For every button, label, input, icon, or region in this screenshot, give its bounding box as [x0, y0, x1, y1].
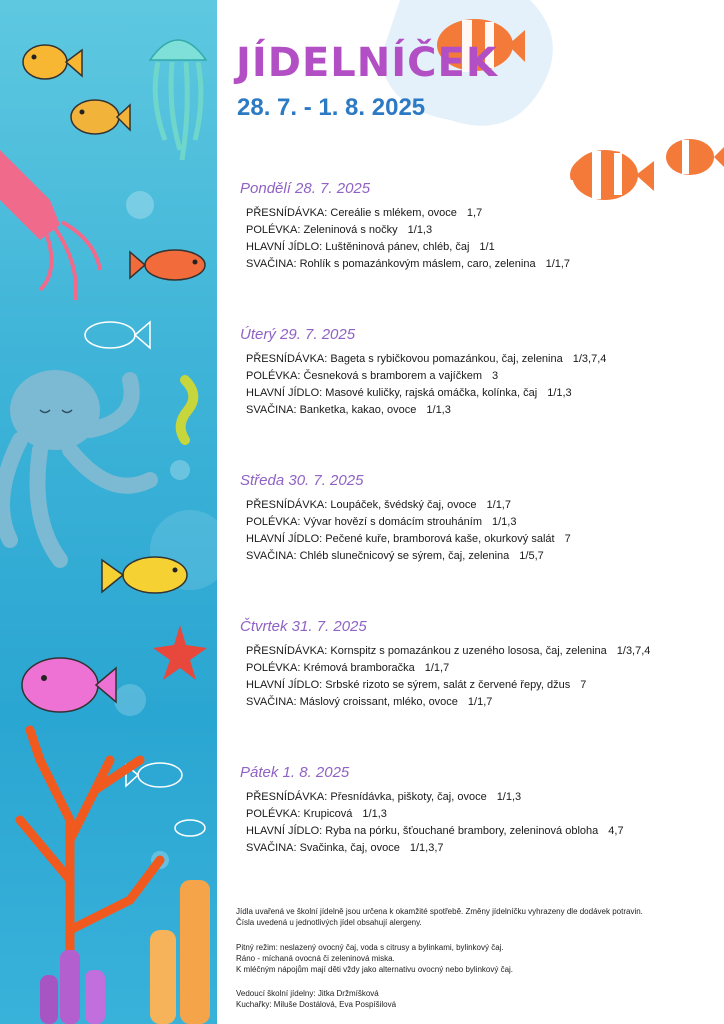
octopus-icon [2, 370, 150, 560]
meal-line [240, 256, 710, 273]
meal-label: HLAVNÍ JÍDLO: [246, 679, 323, 691]
meal-text: Chléb slunečnicový se sýrem, čaj, zelenina [296, 550, 510, 562]
allergens: 1/5,7 [519, 550, 544, 562]
allergens: 1/1,3,7 [409, 842, 444, 854]
meal-line [240, 205, 710, 222]
allergens: 1/1,7 [424, 662, 450, 674]
meal-label: PŘESNÍDÁVKA: [246, 499, 328, 511]
meal-text: Masové kuličky, rajská omáčka, kolínka, čaj [322, 387, 538, 399]
meal-line [240, 643, 710, 660]
drinking-regime [236, 942, 716, 975]
meal-line [240, 806, 710, 823]
yellow-fish-icon [71, 100, 130, 134]
meal-text: Banketka, kakao, ovoce [296, 404, 417, 416]
page-title: JÍDELNÍČEK [236, 40, 498, 86]
day-block-friday [240, 764, 710, 857]
day-heading: Pondělí 28. 7. 2025 [240, 180, 371, 197]
day-heading: Středa 30. 7. 2025 [240, 472, 364, 489]
outline-fish-icon [85, 322, 150, 348]
meal-line [240, 840, 710, 857]
kitchen-head: Vedoucí školní jídelny: Jitka Držmíšková [236, 989, 379, 998]
meal-line [240, 239, 710, 256]
meal-label: SVAČINA: [246, 696, 297, 708]
allergens: 1/1,3 [547, 387, 572, 399]
meal-text: Zeleninová s nočky [300, 224, 398, 236]
meal-line [240, 385, 710, 402]
meal-line [240, 694, 710, 711]
orange-fish-icon [130, 250, 205, 280]
meal-text: Česneková s bramborem a vajíčkem [300, 370, 482, 382]
allergens: 7 [564, 533, 571, 545]
outline-fish-icon [126, 763, 205, 836]
meal-line [240, 222, 710, 239]
allergens: 1/1 [479, 241, 495, 253]
footer-note: Pitný režim: neslazený ovocný čaj, voda s citrusy a bylinkami, bylinkový čaj. [236, 943, 504, 952]
meal-text: Cereálie s mlékem, ovoce [327, 207, 457, 219]
meal-line [240, 823, 710, 840]
jellyfish-icon [150, 40, 206, 160]
meal-label: POLÉVKA: [246, 516, 301, 528]
date-range: 28. 7. - 1. 8. 2025 [237, 94, 426, 121]
meal-label: POLÉVKA: [246, 224, 301, 236]
pink-fish-icon [22, 658, 116, 712]
kitchen-cooks: Kuchařky: Miluše Dostálová, Eva Pospíšilová [236, 1000, 397, 1009]
meal-label: PŘESNÍDÁVKA: [246, 645, 328, 657]
bubble-icon [170, 460, 190, 480]
meal-text: Krupicová [300, 808, 353, 820]
meal-text: Vývar hovězí s domácím strouháním [300, 516, 482, 528]
meal-label: PŘESNÍDÁVKA: [246, 207, 328, 219]
meal-text: Přesnídávka, piškoty, čaj, ovoce [327, 791, 487, 803]
meal-text: Svačinka, čaj, ovoce [296, 842, 400, 854]
staff-credits [236, 988, 716, 1010]
meal-label: SVAČINA: [246, 550, 297, 562]
seahorse-icon [181, 380, 194, 440]
meal-label: POLÉVKA: [246, 662, 301, 674]
meal-text: Ryba na pórku, šťouchané brambory, zeleninová obloha [322, 825, 599, 837]
allergens: 1/1,7 [545, 258, 571, 270]
clownfish-icon [666, 139, 724, 175]
meal-label: HLAVNÍ JÍDLO: [246, 825, 323, 837]
meal-label: SVAČINA: [246, 842, 297, 854]
day-heading: Pátek 1. 8. 2025 [240, 764, 350, 781]
meal-text: Loupáček, švédský čaj, ovoce [327, 499, 477, 511]
meal-text: Rohlík s pomazánkovým máslem, caro, zelenina [296, 258, 536, 270]
meal-text: Kornspitz s pomazánkou z uzeného lososa, čaj, zelenina [327, 645, 607, 657]
allergens: 7 [580, 679, 587, 691]
allergens: 1/1,3 [426, 404, 451, 416]
meal-label: PŘESNÍDÁVKA: [246, 791, 328, 803]
footer-note: Čísla uvedená u jednotlivých jídel obsahují alergeny. [236, 918, 422, 927]
meal-line [240, 789, 710, 806]
allergens: 1/3,7,4 [616, 645, 651, 657]
meal-line [240, 548, 710, 565]
footer-note: K mléčným nápojům mají děti vždy jako alternativu ovocný nebo bylinkový čaj. [236, 965, 514, 974]
footer-note: Jídla uvařená ve školní jídelně jsou určena k okamžité spotřebě. Změny jídelníčku vyhrazeny dle dodávek potravin. [236, 907, 643, 916]
meal-line [240, 660, 710, 677]
meal-label: HLAVNÍ JÍDLO: [246, 533, 323, 545]
bubble-icon [114, 684, 146, 716]
meal-label: POLÉVKA: [246, 808, 301, 820]
meal-label: SVAČINA: [246, 404, 297, 416]
allergens: 1/1,3 [362, 808, 387, 820]
meal-text: Máslový croissant, mléko, ovoce [296, 696, 458, 708]
day-heading: Čtvrtek 31. 7. 2025 [240, 618, 367, 635]
footer-notes [236, 906, 716, 928]
allergens: 4,7 [608, 825, 624, 837]
yellow-fish-icon [23, 45, 82, 79]
meal-line [240, 514, 710, 531]
allergens: 1/1,7 [486, 499, 511, 511]
meal-line [240, 351, 710, 368]
meal-label: HLAVNÍ JÍDLO: [246, 387, 323, 399]
starfish-icon [153, 625, 207, 680]
squid-icon [0, 150, 100, 300]
day-block-tuesday [240, 326, 710, 419]
allergens: 1/1,3 [492, 516, 517, 528]
allergens: 3 [492, 370, 499, 382]
meal-label: POLÉVKA: [246, 370, 301, 382]
footer-note: Ráno - míchaná ovocná či zeleninová miska. [236, 954, 395, 963]
yellow-fish-icon [102, 557, 187, 593]
meal-text: Pečené kuře, bramborová kaše, okurkový salát [322, 533, 555, 545]
bubble-icon [126, 191, 154, 219]
meal-label: PŘESNÍDÁVKA: [246, 353, 328, 365]
allergens: 1/1,7 [467, 696, 493, 708]
meal-line [240, 368, 710, 385]
day-heading: Úterý 29. 7. 2025 [240, 326, 356, 343]
meal-text: Bageta s rybičkovou pomazánkou, čaj, zelenina [327, 353, 563, 365]
meal-line [240, 677, 710, 694]
allergens: 1/1,3 [407, 224, 433, 236]
day-block-wednesday [240, 472, 710, 565]
day-block-monday [240, 180, 710, 273]
allergens: 1/3,7,4 [572, 353, 607, 365]
meal-label: HLAVNÍ JÍDLO: [246, 241, 323, 253]
meal-text: Luštěninová pánev, chléb, čaj [322, 241, 470, 253]
meal-label: SVAČINA: [246, 258, 297, 270]
meal-line [240, 402, 710, 419]
allergens: 1,7 [466, 207, 483, 219]
meal-text: Srbské rizoto se sýrem, salát z červené řepy, džus [322, 679, 571, 691]
allergens: 1/1,3 [496, 791, 522, 803]
meal-text: Krémová bramboračka [300, 662, 415, 674]
ocean-illustration [0, 0, 217, 1024]
meal-line [240, 531, 710, 548]
day-block-thursday [240, 618, 710, 711]
meal-line [240, 497, 710, 514]
